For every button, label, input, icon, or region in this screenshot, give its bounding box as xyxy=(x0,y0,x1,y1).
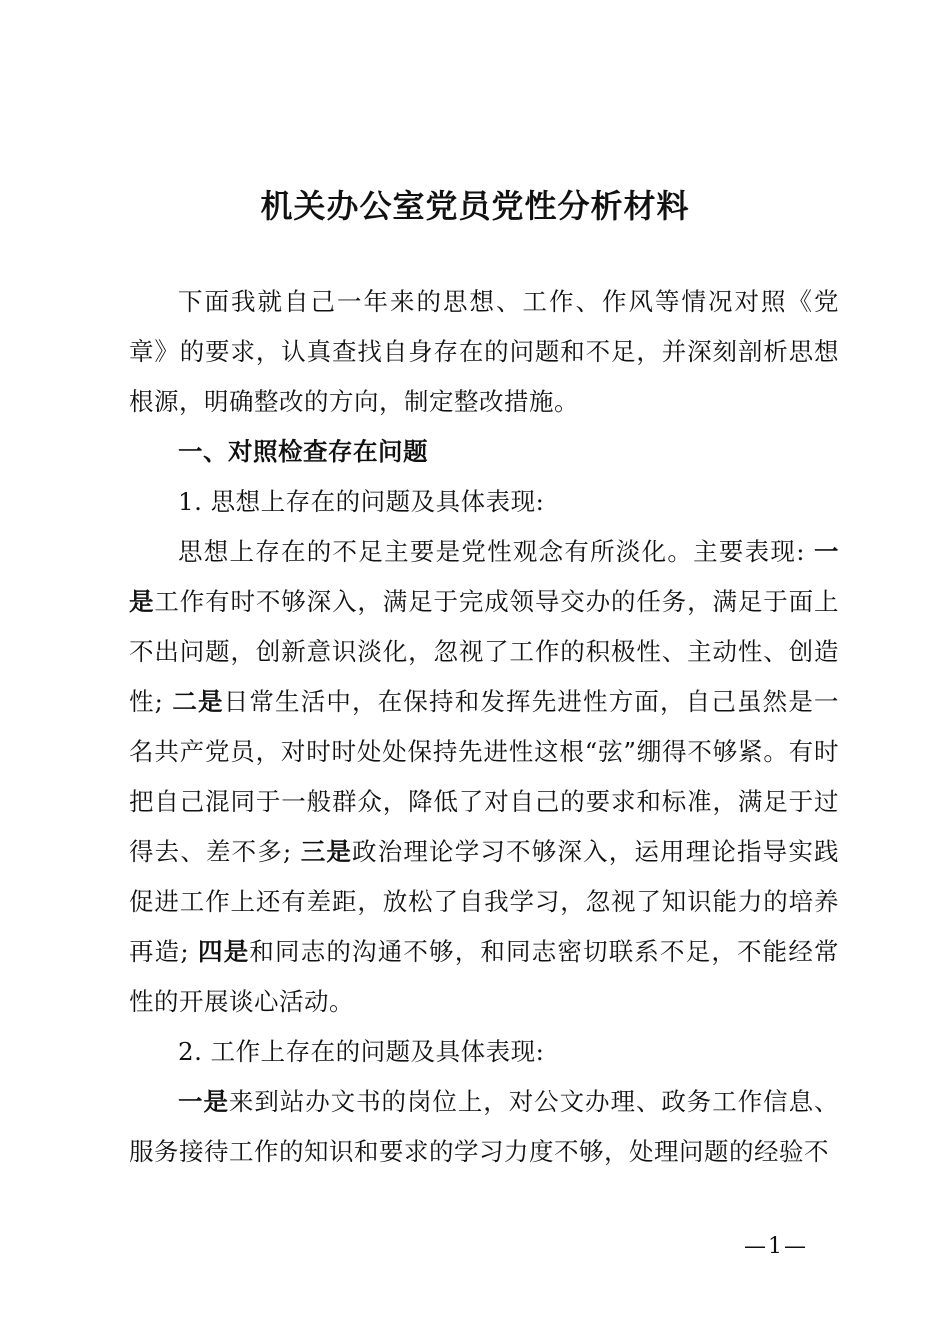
text-run: 工作有时不够深入，满足于完成领导交办的任务，满足于面上不出问题，创新意识淡化，忽视了工作的积极性、主动性、创造性; xyxy=(129,587,840,716)
point-marker: 一是 xyxy=(129,537,839,616)
text-run: 和同志的沟通不够，和同志密切联系不足，不能经常性的开展谈心活动。 xyxy=(129,937,840,1016)
point-marker: 四是 xyxy=(198,937,250,966)
text-run: 日常生活中，在保持和发挥先进性方面，自己虽然是一名共产党员，对时时处处保持先进性这根“弦”绷得不够紧。有时把自己混同于一般群众，降低了对自己的要求和标准，满足于过得去、差不多; xyxy=(129,687,840,866)
subsection-heading-thought: 1. 思想上存在的问题及具体表现: xyxy=(178,487,545,516)
work-problems-paragraph xyxy=(129,1077,839,1177)
point-marker: 三是 xyxy=(300,837,353,866)
document-body xyxy=(129,277,839,1177)
point-marker: 二是 xyxy=(172,687,224,716)
subsection-heading-work: 2. 工作上存在的问题及具体表现: xyxy=(178,1037,545,1066)
point-marker: 一是 xyxy=(178,1087,229,1116)
document-title: 机关办公室党员党性分析材料 xyxy=(260,187,690,225)
text-run: 政治理论学习不够深入，运用理论指导实践促进工作上还有差距，放松了自我学习，忽视了知识能力的培养再造; xyxy=(129,837,840,966)
page-number: —1— xyxy=(744,1234,808,1259)
text-run: 思想上存在的不足主要是党性观念有所淡化。主要表现: xyxy=(178,537,814,566)
thought-problems-paragraph xyxy=(129,527,839,1027)
text-run: 来到站办文书的岗位上，对公文办理、政务工作信息、服务接待工作的知识和要求的学习力度不够，处理问题的经验不 xyxy=(129,1087,840,1166)
section-heading: 一、对照检查存在问题 xyxy=(178,437,428,466)
intro-paragraph: 下面我就自己一年来的思想、工作、作风等情况对照《党章》的要求，认真查找自身存在的问题和不足，并深刻剖析思想根源，明确整改的方向，制定整改措施。 xyxy=(129,287,839,416)
